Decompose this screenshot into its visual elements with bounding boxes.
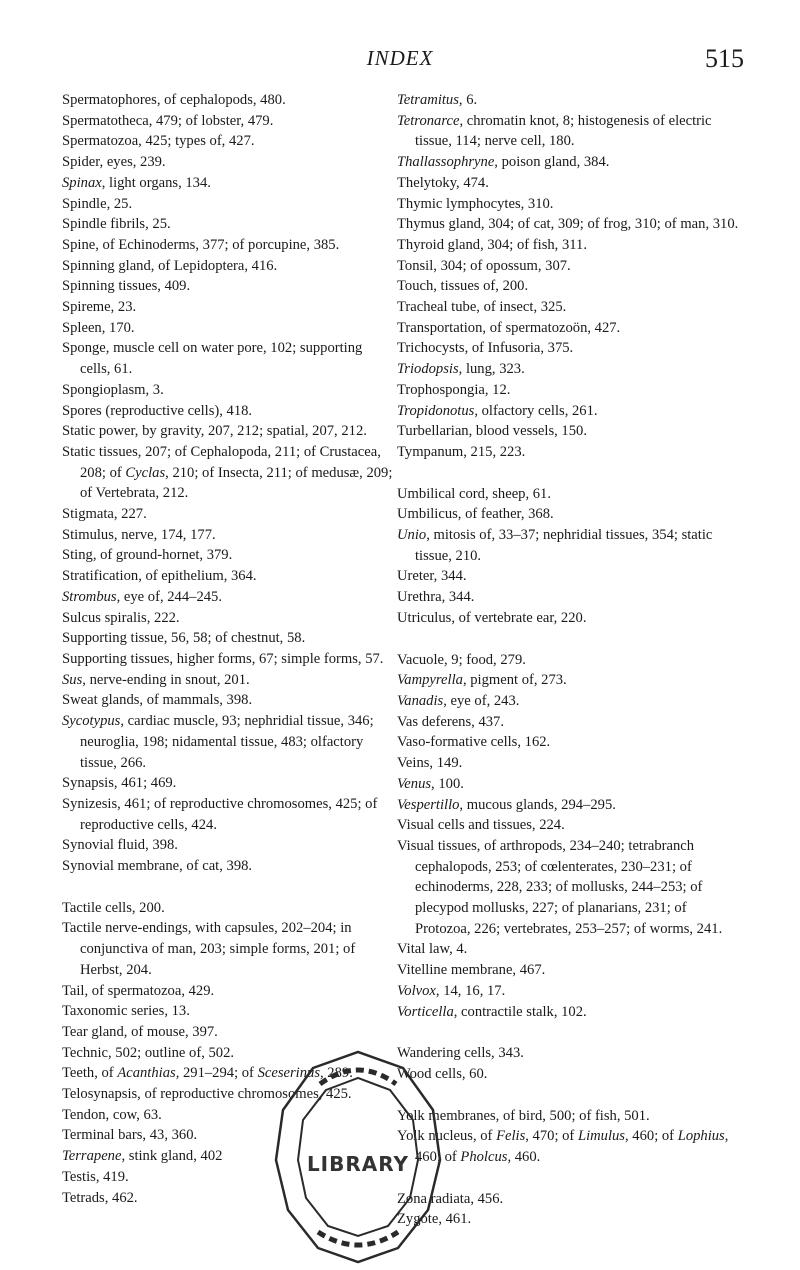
index-entry: Sus, nerve-ending in snout, 201. — [62, 671, 250, 688]
index-entry: Triodopsis, lung, 323. — [397, 361, 525, 378]
index-entry: Trichocysts, of Infusoria, 375. — [397, 340, 574, 357]
index-entry: Teeth, of Acanthias, 291–294; of Sceserinus, 289. — [62, 1065, 353, 1082]
index-entry: Touch, tissues of, 200. — [397, 278, 529, 295]
index-entry: Yolk nucleus, of Felis, 470; of Limulus, 460; of Lophius, 460; of Pholcus, 460. — [397, 1128, 729, 1166]
index-entry: Thelytoky, 474. — [397, 174, 489, 191]
index-entry: Vacuole, 9; food, 279. — [397, 651, 526, 668]
index-entry: Wood cells, 60. — [397, 1065, 488, 1082]
index-column-left — [62, 90, 395, 1208]
index-entry: Thymic lymphocytes, 310. — [397, 195, 554, 212]
section-gap — [397, 1085, 743, 1106]
index-entry: Tactile cells, 200. — [62, 899, 165, 916]
index-entry: Spermatozoa, 425; types of, 427. — [62, 133, 255, 150]
index-entry: Umbilicus, of feather, 368. — [397, 506, 554, 523]
index-entry: Spleen, 170. — [62, 319, 135, 336]
index-entry: Strombus, eye of, 244–245. — [62, 588, 222, 605]
index-entry: Spireme, 23. — [62, 299, 137, 316]
index-entry: Thymus gland, 304; of cat, 309; of frog, 310; of man, 310. — [397, 216, 739, 233]
index-entry: Spinning tissues, 409. — [62, 278, 191, 295]
index-entry: Sponge, muscle cell on water pore, 102; supporting cells, 61. — [62, 340, 363, 378]
index-entry: Tetronarce, chromatin knot, 8; histogenesis of electric tissue, 114; nerve cell, 180. — [397, 112, 712, 150]
index-entry: Tail, of spermatozoa, 429. — [62, 982, 215, 999]
index-entry: Spider, eyes, 239. — [62, 154, 166, 171]
index-entry: Stratification, of epithelium, 364. — [62, 568, 257, 585]
index-entry: Vital law, 4. — [397, 941, 468, 958]
index-entry: Thyroid gland, 304; of fish, 311. — [397, 236, 587, 253]
index-entry: Sycotypus, cardiac muscle, 93; nephridial tissue, 346; neuroglia, 198; nidamental tissue, 483; olfactory tissue, 266. — [62, 713, 374, 771]
index-entry: Telosynapsis, of reproductive chromosomes, 425. — [62, 1086, 352, 1103]
index-entry: Transportation, of spermatozoön, 427. — [397, 319, 621, 336]
index-entry: Veins, 149. — [397, 755, 463, 772]
index-entry: Sulcus spiralis, 222. — [62, 609, 180, 626]
index-entry: Volvox, 14, 16, 17. — [397, 982, 506, 999]
index-entry: Synizesis, 461; of reproductive chromosomes, 425; of reproductive cells, 424. — [62, 795, 378, 833]
index-entry: Ureter, 344. — [397, 568, 467, 585]
section-gap — [397, 1022, 743, 1043]
index-entry: Tear gland, of mouse, 397. — [62, 1023, 218, 1040]
index-entry: Technic, 502; outline of, 502. — [62, 1044, 235, 1061]
index-entry: Tactile nerve-endings, with capsules, 202–204; in conjunctiva of man, 203; simple forms, 201; of Herbst, 204. — [62, 920, 356, 978]
index-entry: Static tissues, 207; of Cephalopoda, 211; of Crustacea, 208; of Cyclas, 210; of Insecta, 211; of medusæ, 209; of Vertebrata, 212. — [62, 443, 393, 502]
index-entry: Static power, by gravity, 207, 212; spatial, 207, 212. — [62, 423, 367, 440]
index-entry: Stimulus, nerve, 174, 177. — [62, 526, 216, 543]
page-header — [0, 38, 800, 78]
index-entry: Sweat glands, of mammals, 398. — [62, 692, 253, 709]
index-entry: Tracheal tube, of insect, 325. — [397, 299, 567, 316]
page-number: 515 — [705, 44, 744, 73]
index-entry: Unio, mitosis of, 33–37; nephridial tissues, 354; static tissue, 210. — [397, 527, 713, 564]
index-entry: Tetramitus, 6. — [397, 92, 478, 108]
index-entry: Testis, 419. — [62, 1168, 129, 1185]
index-entry: Stigmata, 227. — [62, 506, 147, 523]
index-entry: Spindle fibrils, 25. — [62, 216, 171, 233]
index-entry: Vitelline membrane, 467. — [397, 962, 546, 979]
index-entry: Tropidonotus, olfactory cells, 261. — [397, 402, 598, 419]
index-entry: Taxonomic series, 13. — [62, 1003, 190, 1020]
index-entry: Synovial membrane, of cat, 398. — [62, 858, 253, 875]
index-entry: Umbilical cord, sheep, 61. — [397, 485, 552, 502]
index-entry: Tendon, cow, 63. — [62, 1106, 162, 1123]
index-column-right — [397, 90, 743, 1230]
library-stamp-text: LIBRARY — [306, 1152, 410, 1176]
index-entry: Supporting tissue, 56, 58; of chestnut, 58. — [62, 630, 306, 647]
index-entry: Utriculus, of vertebrate ear, 220. — [397, 609, 587, 626]
index-entry: Vanadis, eye of, 243. — [397, 692, 520, 709]
index-entry: Thallassophryne, poison gland, 384. — [397, 154, 610, 171]
index-entry: Tetrads, 462. — [62, 1189, 138, 1206]
index-entry: Zona radiata, 456. — [397, 1190, 504, 1207]
index-entry: Spongioplasm, 3. — [62, 381, 164, 398]
index-entry: Trophospongia, 12. — [397, 381, 511, 398]
index-entry: Spores (reproductive cells), 418. — [62, 402, 253, 419]
index-entry: Terrapene, stink gland, 402 — [62, 1148, 223, 1165]
index-entry: Vorticella, contractile stalk, 102. — [397, 1003, 587, 1020]
index-entry: Urethra, 344. — [397, 589, 475, 606]
index-entry: Visual cells and tissues, 224. — [397, 817, 565, 834]
index-entry: Vespertillo, mucous glands, 294–295. — [397, 796, 616, 813]
index-entry: Yolk membranes, of bird, 500; of fish, 501. — [397, 1107, 650, 1124]
index-entry: Terminal bars, 43, 360. — [62, 1127, 198, 1144]
index-entry: Venus, 100. — [397, 775, 464, 792]
index-entry: Tympanum, 215, 223. — [397, 443, 526, 460]
section-gap — [397, 1168, 743, 1189]
index-entry: Vampyrella, pigment of, 273. — [397, 672, 567, 689]
index-entry: Spindle, 25. — [62, 195, 133, 212]
index-entry: Sting, of ground-hornet, 379. — [62, 547, 233, 564]
index-entry: Zygote, 461. — [397, 1211, 472, 1228]
index-entry: Spine, of Echinoderms, 377; of porcupine, 385. — [62, 236, 340, 253]
index-entry: Spermatophores, of cephalopods, 480. — [62, 92, 286, 108]
section-gap — [397, 629, 743, 650]
index-entry: Visual tissues, of arthropods, 234–240; tetrabranch cephalopods, 253; of cœlenterates, 230–231; of echinoderms, 228, 233; of mollusks, 244–253; of plecypod mollusks, 227; of planarians, 231; of Protozoa, 226; vertebrates, 253–257; of worms, 241. — [397, 837, 723, 937]
index-entry: Tonsil, 304; of opossum, 307. — [397, 257, 571, 274]
index-entry: Vas deferens, 437. — [397, 713, 504, 730]
section-gap — [397, 463, 743, 484]
index-entry: Synapsis, 461; 469. — [62, 775, 177, 792]
section-gap — [62, 877, 395, 898]
index-entry: Wandering cells, 343. — [397, 1045, 524, 1062]
index-entry: Supporting tissues, higher forms, 67; simple forms, 57. — [62, 650, 384, 667]
index-entry: Synovial fluid, 398. — [62, 837, 178, 854]
library-stamp — [268, 1050, 448, 1265]
index-entry: Turbellarian, blood vessels, 150. — [397, 423, 587, 440]
index-entry: Spermatotheca, 479; of lobster, 479. — [62, 112, 274, 129]
index-entry: Spinax, light organs, 134. — [62, 174, 211, 191]
index-entry: Spinning gland, of Lepidoptera, 416. — [62, 257, 278, 274]
running-title: INDEX — [366, 46, 434, 70]
index-entry: Vaso-formative cells, 162. — [397, 734, 551, 751]
